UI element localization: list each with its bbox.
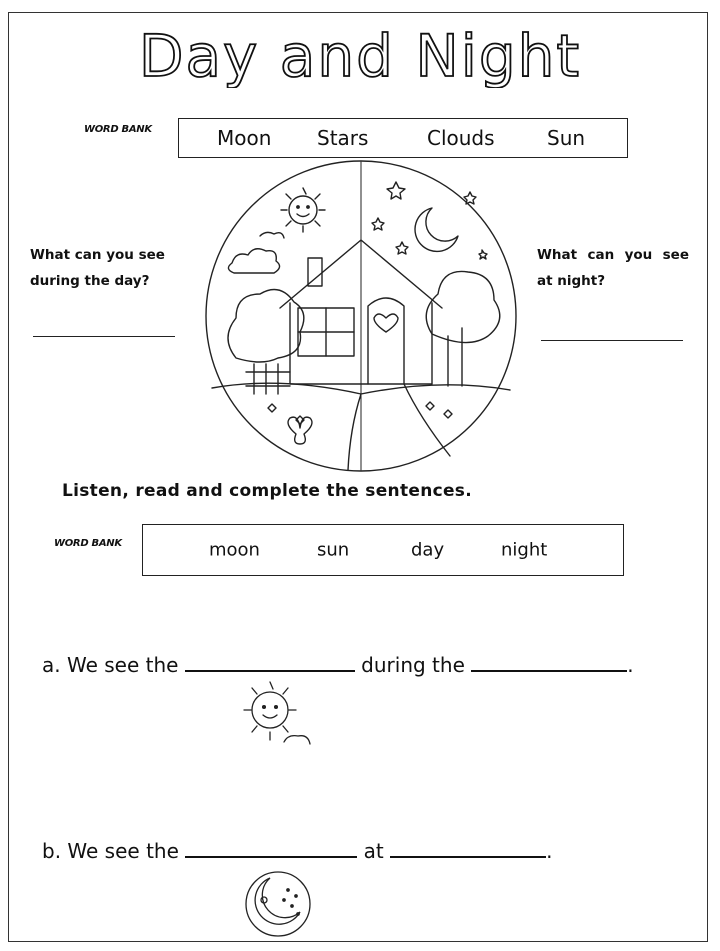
sentence-a-start: a. We see the <box>42 653 179 677</box>
word-bank-word: Clouds <box>427 126 495 150</box>
sentence-b-end: . <box>546 839 553 863</box>
moon-icon <box>415 208 458 251</box>
sentence-b-blank-2[interactable] <box>390 838 546 858</box>
sentence-a-end: . <box>627 653 634 677</box>
word-bank-word: Stars <box>317 126 369 150</box>
word-bank-word: moon <box>209 539 260 561</box>
word-bank-box <box>178 118 628 158</box>
sun-drawing-icon <box>232 676 322 748</box>
sentence-a-blank-1[interactable] <box>185 652 355 672</box>
instruction-text: Listen, read and complete the sentences. <box>62 481 472 501</box>
sentence-a <box>42 652 634 677</box>
answer-line-day[interactable] <box>33 336 175 337</box>
sentence-b-start: b. We see the <box>42 839 179 863</box>
word-bank-label: WORD BANK <box>84 124 152 135</box>
word-bank-box-2 <box>142 524 624 576</box>
word-bank-label-2: WORD BANK <box>54 538 122 549</box>
word-bank-word: night <box>501 539 548 561</box>
sentence-b-blank-1[interactable] <box>185 838 357 858</box>
word-bank-word: Moon <box>217 126 272 150</box>
worksheet-title <box>0 18 720 88</box>
sentence-a-middle: during the <box>361 653 465 677</box>
title-text: Day and Night <box>138 22 582 88</box>
answer-line-night[interactable] <box>541 340 683 341</box>
word-bank-word: Sun <box>547 126 586 150</box>
sentence-b-middle: at <box>363 839 384 863</box>
sun-icon <box>281 188 325 232</box>
sentence-b <box>42 838 552 863</box>
word-bank-word: day <box>411 539 445 561</box>
word-bank-word: sun <box>317 539 350 561</box>
sentence-a-blank-2[interactable] <box>471 652 627 672</box>
stars-icon <box>372 182 487 259</box>
day-night-illustration <box>200 158 522 474</box>
moon-drawing-icon <box>240 866 320 942</box>
question-day: What can you see during the day? <box>30 247 165 289</box>
question-night: What can you see at night? <box>537 247 689 289</box>
